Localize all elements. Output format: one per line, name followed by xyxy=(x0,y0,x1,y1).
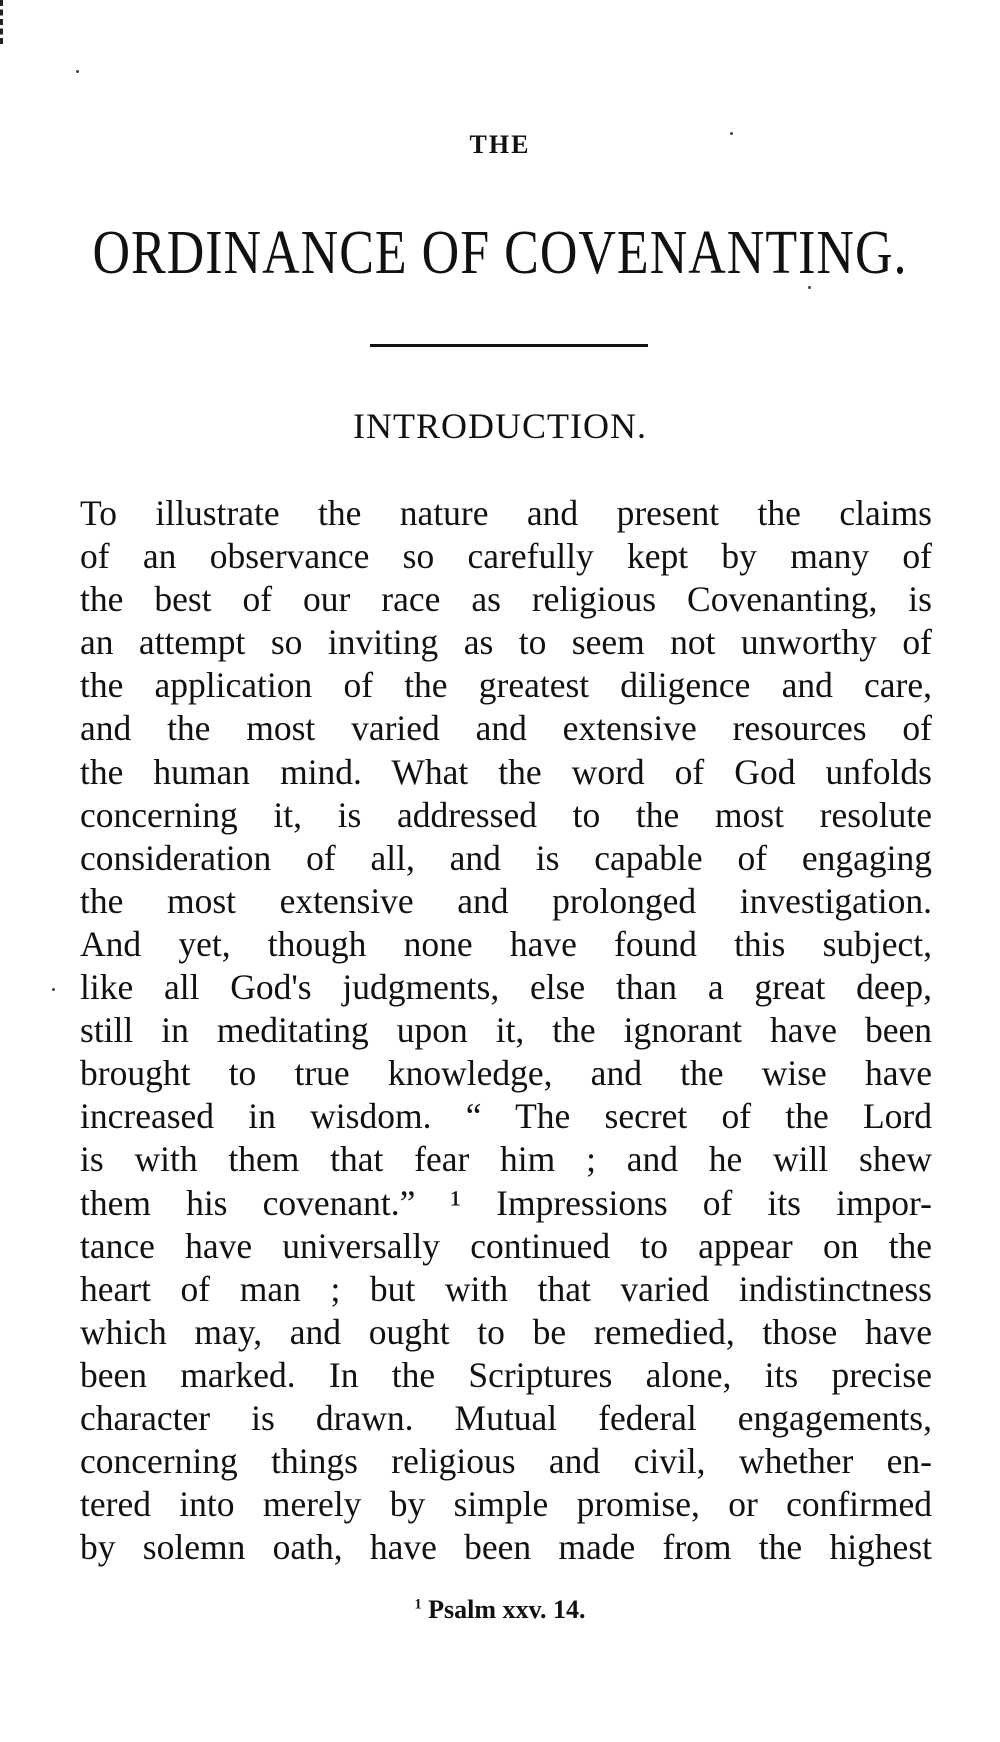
text-line: the most extensive and prolonged investigation. xyxy=(80,880,932,921)
text-line: which may, and ought to be remedied, those have xyxy=(80,1311,932,1352)
text-line: of an observance so carefully kept by many of xyxy=(80,536,932,577)
page-title: ORDINANCE OF COVENANTING. xyxy=(92,219,908,288)
footnote-text: Psalm xxv. 14. xyxy=(428,1595,586,1624)
text-line: character is drawn. Mutual federal engagements, xyxy=(80,1397,932,1438)
text-line: is with them that fear him ; and he will shew xyxy=(80,1139,932,1180)
text-line: tance have universally continued to appear on the xyxy=(80,1225,932,1266)
footnote-marker: 1 xyxy=(414,1596,422,1613)
text-line: the human mind. What the word of God unfolds xyxy=(80,751,932,792)
text-line: the best of our race as religious Covenanting, is xyxy=(80,579,932,620)
body-paragraph xyxy=(80,492,932,1569)
scan-speck xyxy=(52,988,55,991)
text-line: concerning it, is addressed to the most resolute xyxy=(80,794,932,835)
text-line: like all God's judgments, else than a great deep, xyxy=(80,967,932,1008)
text-line: an attempt so inviting as to seem not unworthy of xyxy=(80,622,932,663)
text-line: heart of man ; but with that varied indistinctness xyxy=(80,1268,932,1309)
text-line: consideration of all, and is capable of engaging xyxy=(80,837,932,878)
text-line: increased in wisdom. “ The secret of the Lord xyxy=(80,1096,932,1137)
text-line: been marked. In the Scriptures alone, its precise xyxy=(80,1354,932,1395)
text-line: brought to true knowledge, and the wise have xyxy=(80,1053,932,1094)
text-line: To illustrate the nature and present the claims xyxy=(80,493,932,533)
section-heading: INTRODUCTION. xyxy=(353,406,647,446)
text-line: tered into merely by simple promise, or confirmed xyxy=(80,1484,932,1525)
page-edge-mark xyxy=(0,0,7,44)
heading-the: THE xyxy=(469,130,531,159)
footnote xyxy=(0,1595,1000,1625)
text-line: concerning things religious and civil, whether en- xyxy=(80,1441,932,1482)
scan-speck xyxy=(76,70,79,73)
text-line: still in meditating upon it, the ignorant have been xyxy=(80,1010,932,1051)
title-rule xyxy=(370,344,648,347)
text-line: the application of the greatest diligence and care, xyxy=(80,665,932,706)
text-line: And yet, though none have found this subject, xyxy=(80,923,932,964)
text-line: and the most varied and extensive resources of xyxy=(80,708,932,749)
text-line: by solemn oath, have been made from the highest xyxy=(80,1527,932,1568)
text-line: them his covenant.” ¹ Impressions of its impor- xyxy=(80,1182,932,1223)
